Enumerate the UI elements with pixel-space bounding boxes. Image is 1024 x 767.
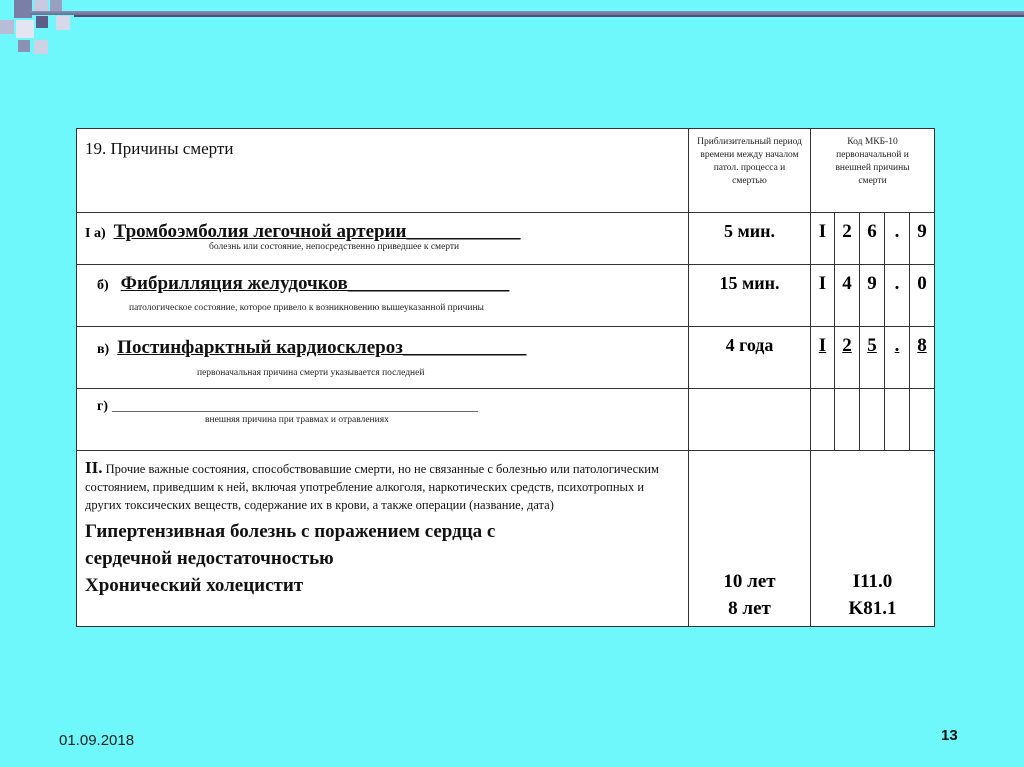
code-cell-d-1 — [811, 389, 835, 451]
cause-row-b — [77, 265, 935, 327]
code-a-4: . — [894, 221, 900, 242]
code-cell-b-4 — [885, 265, 910, 327]
code-d-2 — [835, 389, 859, 397]
other-period-1: 10 лет — [723, 571, 776, 592]
code-c-1: I — [818, 335, 827, 356]
code-cell-a-1 — [811, 213, 835, 265]
sublabel-b: патологическое состояние, которое привело к возникновению вышеуказанной причины — [129, 303, 484, 313]
period-a: 5 мин. — [723, 221, 775, 241]
code-a-1: I — [818, 221, 827, 242]
code-cell-a-5 — [910, 213, 935, 265]
code-cell-c-5 — [910, 327, 935, 389]
code-cell-c-2 — [835, 327, 860, 389]
code-cell-d-3 — [860, 389, 885, 451]
code-cell-b-2 — [835, 265, 860, 327]
period-column-header: Приблизительный период времени между началом патол. процесса и смертью — [697, 137, 802, 186]
death-certificate-form — [76, 128, 935, 627]
code-cell-c-4 — [885, 327, 910, 389]
section-2-row — [77, 451, 935, 627]
code-cell-d-4 — [885, 389, 910, 451]
code-d-5 — [910, 389, 934, 397]
other-code-2: K81.1 — [848, 598, 897, 619]
code-cell-d-2 — [835, 389, 860, 451]
code-a-3: 6 — [867, 221, 877, 242]
code-b-2: 4 — [842, 273, 852, 294]
code-d-4 — [885, 389, 909, 397]
period-c: 4 года — [725, 335, 774, 355]
cause-cell-c — [77, 327, 689, 389]
other-period-2: 8 лет — [728, 598, 771, 619]
slide-number: 13 — [941, 727, 958, 744]
cause-cell-b — [77, 265, 689, 327]
section-title: 19. Причины смерти — [85, 139, 234, 158]
cause-row-c — [77, 327, 935, 389]
sublabel-c: первоначальная причина смерти указывается последней — [197, 368, 425, 378]
code-b-5: 0 — [917, 273, 927, 294]
section-2-cell — [77, 451, 689, 627]
code-c-4: . — [894, 335, 900, 356]
cause-cell-d — [77, 389, 689, 451]
period-cell-b — [689, 265, 811, 327]
code-column-header: Код МКБ-10 первоначальной и внешней причины смерти — [835, 137, 910, 186]
header-row — [77, 129, 935, 213]
other-diagnosis-1-line-1: Гипертензивная болезнь с поражением сердца с — [85, 521, 496, 542]
sublabel-d: внешняя причина при травмах и отравлениях — [205, 415, 389, 425]
code-cell-b-1 — [811, 265, 835, 327]
code-cell-b-5 — [910, 265, 935, 327]
code-cell-c-3 — [860, 327, 885, 389]
cause-row-d — [77, 389, 935, 451]
diagnosis-c: Постинфарктный кардиосклероз_____________ — [117, 337, 527, 358]
code-cell-a-3 — [860, 213, 885, 265]
section-2-period-cell — [689, 451, 811, 627]
section-2-description — [77, 451, 688, 514]
code-d-3 — [860, 389, 884, 397]
period-d — [689, 389, 810, 397]
cause-cell-a — [77, 213, 689, 265]
code-a-5: 9 — [917, 221, 927, 242]
code-c-2: 2 — [842, 335, 852, 356]
slide-date: 01.09.2018 — [59, 732, 135, 749]
code-cell-a-4 — [885, 213, 910, 265]
other-diagnosis-1-line-2: сердечной недостаточностью — [85, 548, 334, 569]
header-title-cell — [77, 129, 689, 213]
row-label-d: г) — [97, 399, 109, 414]
period-cell-c — [689, 327, 811, 389]
other-diagnosis-2: Хронический холецистит — [85, 575, 304, 596]
code-cell-b-3 — [860, 265, 885, 327]
code-a-2: 2 — [842, 221, 852, 242]
code-b-4: . — [894, 273, 900, 294]
diagnosis-a: Тромбоэмболия легочной артерии____________ — [113, 221, 521, 242]
diagnosis-b: Фибрилляция желудочков_________________ — [120, 273, 510, 294]
section-2-text: Прочие важные состояния, способствовавшие смерти, но не связанные с болезнью или патологическим состоянием, приведшим к ней, включая употребление алкоголя, наркотических средств, психотропных и других токсических веществ, содержание их в крови, а также операции (название, дата) — [85, 462, 659, 512]
code-c-5: 8 — [917, 335, 927, 356]
cause-row-a — [77, 213, 935, 265]
code-b-3: 9 — [867, 273, 877, 294]
other-code-1: I11.0 — [852, 571, 893, 592]
code-header-cell — [811, 129, 935, 213]
code-cell-c-1 — [811, 327, 835, 389]
code-cell-d-5 — [910, 389, 935, 451]
code-d-1 — [811, 389, 834, 397]
diagnosis-d: _____________________________________________________________ — [112, 399, 479, 413]
section-2-numeral: II. — [85, 458, 103, 477]
period-cell-d — [689, 389, 811, 451]
period-cell-a — [689, 213, 811, 265]
period-b: 15 мин. — [719, 273, 780, 293]
code-b-1: I — [818, 273, 827, 294]
row-label-c: в) — [97, 342, 110, 357]
section-2-code-cell — [811, 451, 935, 627]
row-label-b: б) — [97, 278, 109, 293]
code-cell-a-2 — [835, 213, 860, 265]
top-rule-thin — [74, 15, 1024, 17]
period-header-cell — [689, 129, 811, 213]
code-c-3: 5 — [867, 335, 877, 356]
sublabel-a: болезнь или состояние, непосредственно приведшее к смерти — [209, 242, 460, 252]
row-label-a: I а) — [85, 226, 106, 241]
